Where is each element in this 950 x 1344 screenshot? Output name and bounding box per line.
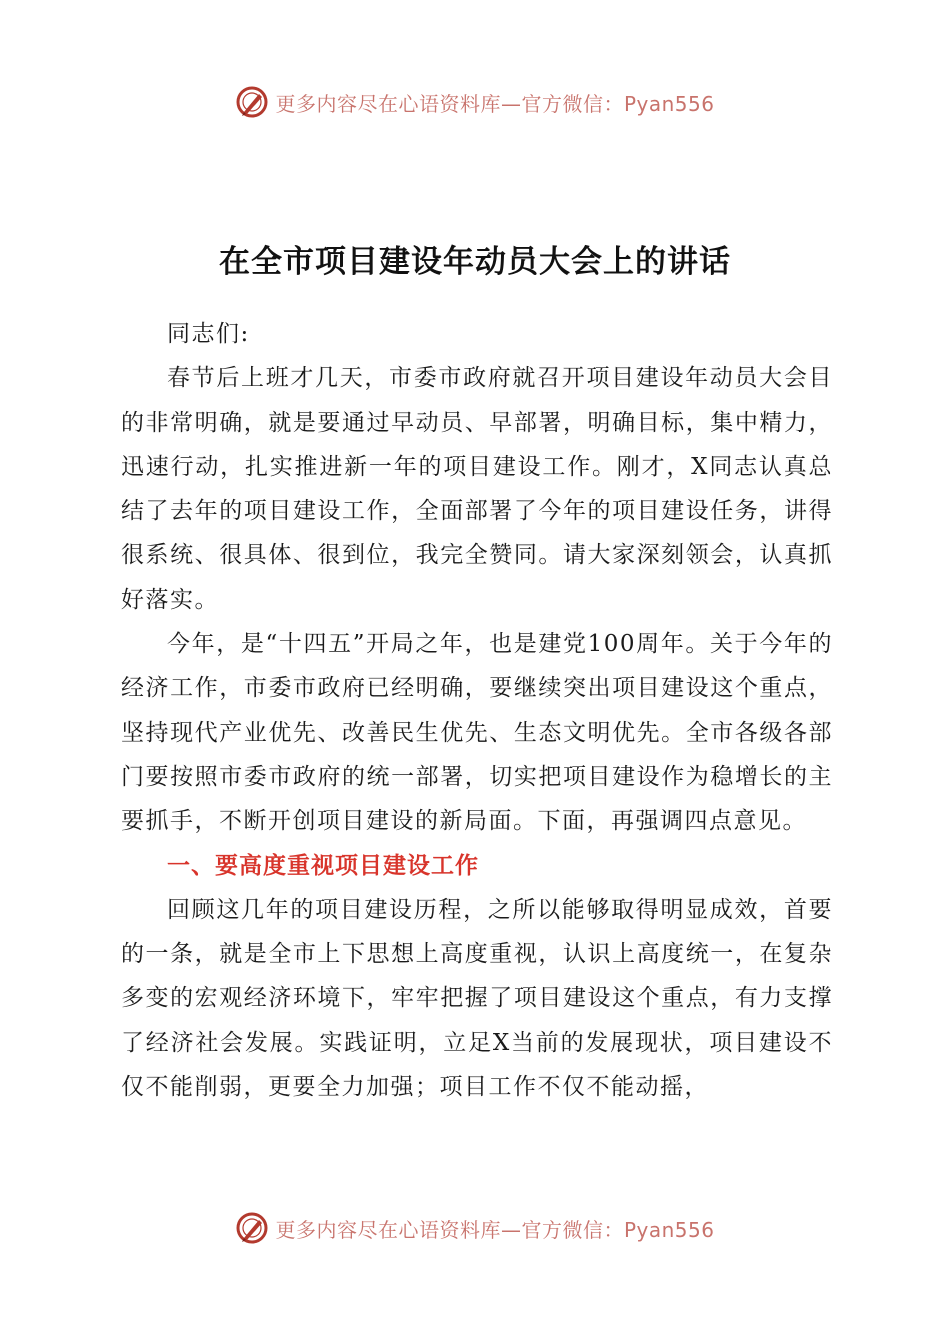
header-watermark-banner [0,82,950,122]
pen-circle-icon [235,85,269,119]
pen-circle-icon [235,1211,269,1245]
header-watermark-text: 更多内容尽在心语资料库—官方微信：Pyan556 [275,91,715,116]
footer-watermark-banner [0,1208,950,1248]
footer-watermark-text: 更多内容尽在心语资料库—官方微信：Pyan556 [275,1217,715,1242]
salutation: 同志们: [167,321,250,347]
section-heading-1: 一、要高度重视项目建设工作 [167,852,479,879]
document-title: 在全市项目建设年动员大会上的讲话 [219,244,731,280]
document-body [121,312,833,1109]
paragraph-2: 今年，是“十四五”开局之年，也是建党100周年。关于今年的经济工作，市委市政府已经明确，要继续突出项目建设这个重点，坚持现代产业优先、改善民生优先、生态文明优先。全市各级各部门要按照市委市政府的统一部署，切实把项目建设作为稳增长的主要抓手，不断开创项目建设的新局面。下面，再强调四点意见。 [121,631,833,835]
paragraph-1: 春节后上班才几天，市委市政府就召开项目建设年动员大会目的非常明确，就是要通过早动员、早部署，明确目标，集中精力，迅速行动，扎实推进新一年的项目建设工作。刚才，X同志认真总结了去年的项目建设工作，全面部署了今年的项目建设任务，讲得很系统、很具体、很到位，我完全赞同。请大家深刻领会，认真抓好落实。 [121,365,833,613]
paragraph-3: 回顾这几年的项目建设历程，之所以能够取得明显成效，首要的一条，就是全市上下思想上高度重视，认识上高度统一，在复杂多变的宏观经济环境下，牢牢把握了项目建设这个重点，有力支撑了经济社会发展。实践证明，立足X当前的发展现状，项目建设不仅不能削弱，更要全力加强；项目工作不仅不能动摇， [121,896,833,1101]
